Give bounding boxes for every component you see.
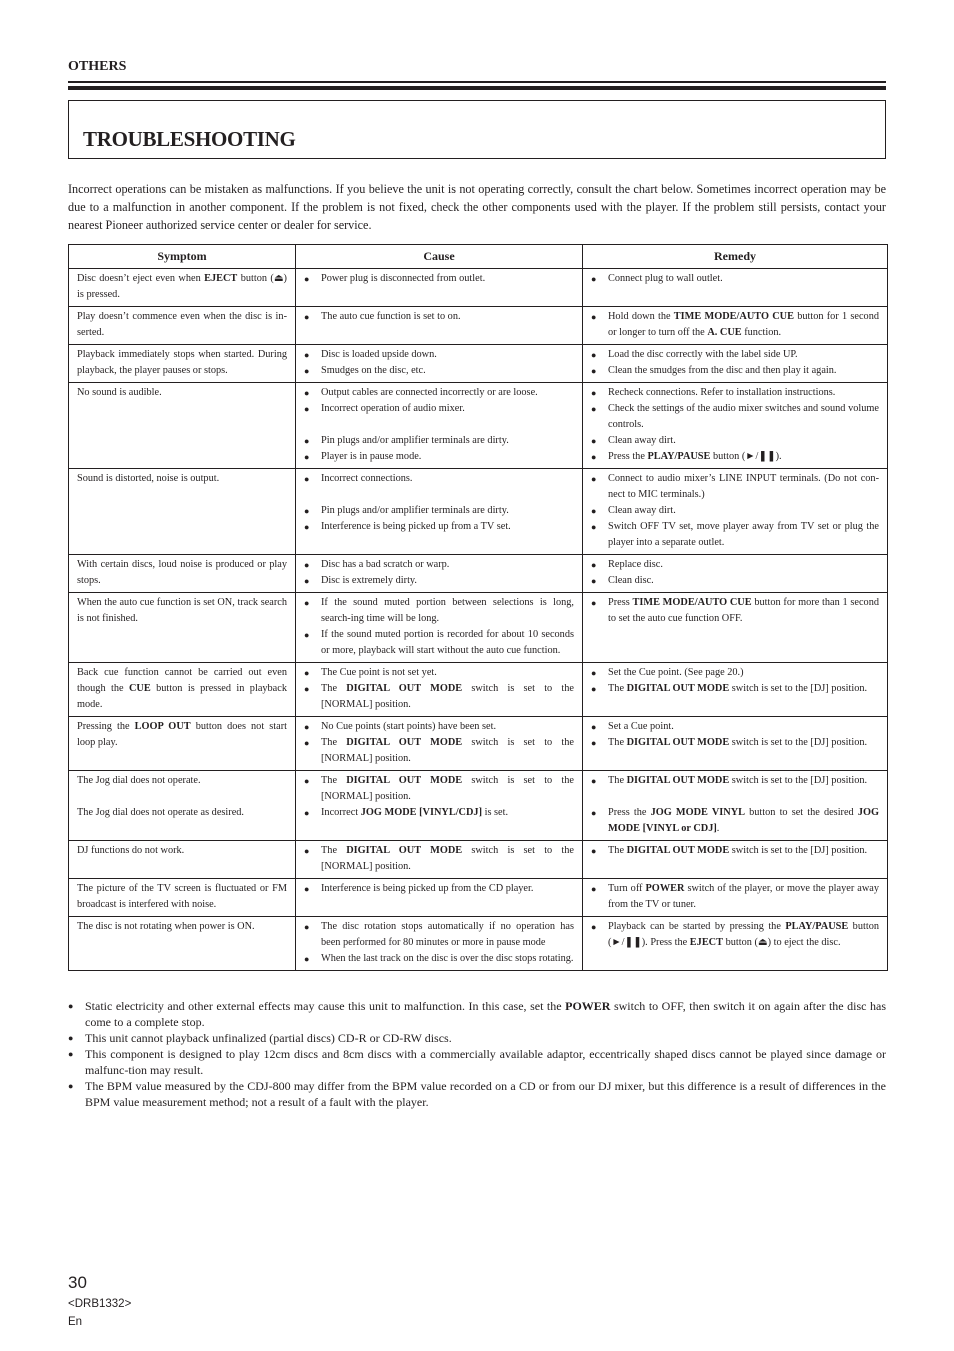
symptom-cell: Back cue function cannot be carried out even though the CUE button is pressed in playback mode.	[69, 663, 296, 717]
cause-cell	[296, 555, 583, 593]
list-spacer	[304, 417, 574, 433]
remedy-item: ● Press TIME MODE/AUTO CUE button for more than 1 second to set the auto cue function OFF.	[591, 595, 879, 627]
top-rule-thin	[68, 81, 886, 83]
table-row	[69, 593, 888, 663]
cause-item: ● When the last track on the disc is over the disc stops rotating.	[304, 951, 574, 967]
cause-list	[304, 347, 574, 379]
table-row	[69, 307, 888, 345]
bold-term: DIGITAL OUT MODE	[346, 683, 463, 694]
remedy-list	[591, 719, 879, 751]
bold-term: PLAY/PAUSE	[647, 451, 711, 462]
cause-list	[304, 595, 574, 659]
cause-item: ● Player is in pause mode.	[304, 449, 574, 465]
cause-item: ● Incorrect JOG MODE [VINYL/CDJ] is set.	[304, 805, 574, 821]
cause-item: ● The DIGITAL OUT MODE switch is set to the [NORMAL] position.	[304, 773, 574, 805]
cause-list	[304, 919, 574, 967]
bold-term: JOG MODE [VINYL or CDJ]	[608, 807, 879, 834]
symptom-cell: Play doesn’t commence even when the disc is in-serted.	[69, 307, 296, 345]
symptom-cell: No sound is audible.	[69, 383, 296, 469]
symptom-cell: Sound is distorted, noise is output.	[69, 469, 296, 555]
cause-item: ● The DIGITAL OUT MODE switch is set to the [NORMAL] position.	[304, 735, 574, 767]
remedy-list	[591, 773, 879, 837]
cause-item: ● Incorrect operation of audio mixer.	[304, 401, 574, 417]
list-spacer	[304, 487, 574, 503]
section-heading: OTHERS	[68, 59, 127, 74]
troubleshooting-table	[68, 244, 888, 971]
cause-item: ● No Cue points (start points) have been set.	[304, 719, 574, 735]
symptom-cell: With certain discs, loud noise is produced or play stops.	[69, 555, 296, 593]
cause-item: ● Output cables are connected incorrectly or are loose.	[304, 385, 574, 401]
symptom-cell: Pressing the LOOP OUT button does not start loop play.	[69, 717, 296, 771]
bold-term: DIGITAL OUT MODE	[626, 845, 730, 856]
remedy-item: ● The DIGITAL OUT MODE switch is set to the [DJ] position.	[591, 843, 879, 859]
top-rule-thick	[68, 86, 886, 90]
header-remedy: Remedy	[583, 245, 888, 269]
remedy-item: ● Set the Cue point. (See page 20.)	[591, 665, 879, 681]
list-spacer	[591, 789, 879, 805]
cause-cell	[296, 307, 583, 345]
bold-term: CUE	[128, 683, 151, 694]
symptom-cell: Playback immediately stops when started. During playback, the player pauses or stops.	[69, 345, 296, 383]
remedy-cell	[583, 307, 888, 345]
cause-list	[304, 665, 574, 713]
symptom-cell: The disc is not rotating when power is ON.	[69, 917, 296, 971]
cause-item: ● The Cue point is not set yet.	[304, 665, 574, 681]
cause-cell	[296, 841, 583, 879]
remedy-item: ● Recheck connections. Refer to installation instructions.	[591, 385, 879, 401]
bold-term: JOG MODE VINYL	[650, 807, 746, 818]
bold-term: A. CUE	[707, 327, 742, 338]
remedy-cell	[583, 383, 888, 469]
table-row	[69, 841, 888, 879]
remedy-list	[591, 595, 879, 627]
cause-item: ● Pin plugs and/or amplifier terminals are dirty.	[304, 433, 574, 449]
remedy-list	[591, 271, 879, 287]
remedy-item: ● Set a Cue point.	[591, 719, 879, 735]
bold-term: DIGITAL OUT MODE	[626, 683, 730, 694]
remedy-item: ● The DIGITAL OUT MODE switch is set to the [DJ] position.	[591, 773, 879, 789]
cause-cell	[296, 663, 583, 717]
remedy-list	[591, 843, 879, 859]
remedy-item: ● Playback can be started by pressing the PLAY/PAUSE button (►/❚❚). Press the EJECT button (⏏) to eject the disc.	[591, 919, 879, 951]
remedy-item: ● Clean disc.	[591, 573, 879, 589]
cause-item: ● If the sound muted portion is recorded for about 10 seconds or more, playback will start without the auto cue function.	[304, 627, 574, 659]
cause-list	[304, 309, 574, 325]
header-cause: Cause	[296, 245, 583, 269]
cause-item: ● The auto cue function is set to on.	[304, 309, 574, 325]
remedy-cell	[583, 269, 888, 307]
bold-term: JOG MODE [VINYL/CDJ]	[360, 807, 483, 818]
bold-term: EJECT	[689, 937, 723, 948]
bold-term: PLAY/PAUSE	[785, 921, 849, 932]
notes-list	[68, 998, 886, 1110]
document-code: <DRB1332>	[68, 1298, 132, 1310]
page-number: 30	[68, 1273, 87, 1292]
table-row	[69, 269, 888, 307]
cause-cell	[296, 383, 583, 469]
bold-term: LOOP OUT	[134, 721, 191, 732]
bold-term: DIGITAL OUT MODE	[346, 775, 463, 786]
cause-list	[304, 557, 574, 589]
table-body	[69, 269, 888, 971]
remedy-item: ● Hold down the TIME MODE/AUTO CUE button for 1 second or longer to turn off the A. CUE function.	[591, 309, 879, 341]
bold-term: TIME MODE/AUTO CUE	[632, 597, 752, 608]
remedy-item: ● Check the settings of the audio mixer switches and sound volume controls.	[591, 401, 879, 433]
bold-term: DIGITAL OUT MODE	[346, 845, 463, 856]
cause-list	[304, 843, 574, 875]
symptom-cell: The picture of the TV screen is fluctuated or FM broadcast is interfered with noise.	[69, 879, 296, 917]
cause-item: ● Interference is being picked up from the CD player.	[304, 881, 574, 897]
table-row	[69, 663, 888, 717]
cause-cell	[296, 593, 583, 663]
remedy-item: ● Clean the smudges from the disc and then play it again.	[591, 363, 879, 379]
symptom-cell: When the auto cue function is set ON, track search is not finished.	[69, 593, 296, 663]
cause-item: ● Incorrect connections.	[304, 471, 574, 487]
table-row	[69, 917, 888, 971]
remedy-list	[591, 919, 879, 951]
remedy-item: ● Connect plug to wall outlet.	[591, 271, 879, 287]
remedy-cell	[583, 593, 888, 663]
cause-item: ● The disc rotation stops automatically if no operation has been performed for 80 minutes or more in pause mode	[304, 919, 574, 951]
cause-item: ● The DIGITAL OUT MODE switch is set to the [NORMAL] position.	[304, 681, 574, 713]
symptom-cell: Disc doesn’t eject even when EJECT button (⏏) is pressed.	[69, 269, 296, 307]
title-box	[68, 100, 886, 159]
cause-item: ● Smudges on the disc, etc.	[304, 363, 574, 379]
cause-item: ● The DIGITAL OUT MODE switch is set to the [NORMAL] position.	[304, 843, 574, 875]
remedy-cell	[583, 917, 888, 971]
remedy-item: ● The DIGITAL OUT MODE switch is set to the [DJ] position.	[591, 681, 879, 697]
remedy-list	[591, 385, 879, 465]
remedy-cell	[583, 663, 888, 717]
remedy-item: ● Clean away dirt.	[591, 433, 879, 449]
remedy-cell	[583, 717, 888, 771]
remedy-item: ● Turn off POWER switch of the player, or move the player away from the TV or tuner.	[591, 881, 879, 913]
bold-term: DIGITAL OUT MODE	[346, 737, 463, 748]
cause-list	[304, 385, 574, 465]
remedy-cell	[583, 469, 888, 555]
cause-item: ● Power plug is disconnected from outlet.	[304, 271, 574, 287]
remedy-list	[591, 557, 879, 589]
note-item: ● This unit cannot playback unfinalized (partial discs) CD-R or CD-RW discs.	[68, 1030, 886, 1046]
symptom-cell: The Jog dial does not operate. The Jog dial does not operate as desired.	[69, 771, 296, 841]
remedy-item: ● Press the PLAY/PAUSE button (►/❚❚).	[591, 449, 879, 465]
cause-item: ● Interference is being picked up from a TV set.	[304, 519, 574, 535]
cause-cell	[296, 879, 583, 917]
remedy-list	[591, 347, 879, 379]
table-row	[69, 469, 888, 555]
cause-cell	[296, 345, 583, 383]
bold-term: DIGITAL OUT MODE	[626, 737, 730, 748]
cause-cell	[296, 717, 583, 771]
remedy-list	[591, 309, 879, 341]
cause-cell	[296, 771, 583, 841]
symptom-cell: DJ functions do not work.	[69, 841, 296, 879]
cause-list	[304, 881, 574, 897]
cause-item: ● Disc has a bad scratch or warp.	[304, 557, 574, 573]
table-row	[69, 345, 888, 383]
cause-cell	[296, 469, 583, 555]
bold-term: DIGITAL OUT MODE	[626, 775, 730, 786]
remedy-item: ● Press the JOG MODE VINYL button to set the desired JOG MODE [VINYL or CDJ].	[591, 805, 879, 837]
remedy-list	[591, 665, 879, 697]
remedy-item: ● The DIGITAL OUT MODE switch is set to the [DJ] position.	[591, 735, 879, 751]
header-symptom: Symptom	[69, 245, 296, 269]
cause-cell	[296, 269, 583, 307]
bold-term: EJECT	[204, 273, 238, 284]
cause-item: ● Disc is extremely dirty.	[304, 573, 574, 589]
note-item: ● The BPM value measured by the CDJ-800 may differ from the BPM value recorded on a CD or from our DJ mixer, but this difference is a result of differences in the BPM value measurement method; not a result of a fault with the player.	[68, 1078, 886, 1110]
cause-cell	[296, 917, 583, 971]
remedy-item: ● Replace disc.	[591, 557, 879, 573]
cause-item: ● Disc is loaded upside down.	[304, 347, 574, 363]
page-title: TROUBLESHOOTING	[83, 127, 296, 151]
bold-term: TIME MODE/AUTO CUE	[673, 311, 794, 322]
cause-list	[304, 719, 574, 767]
note-item: ● Static electricity and other external effects may cause this unit to malfunction. In this case, set the POWER switch to OFF, then switch it on again after the disc has come to a complete stop.	[68, 998, 886, 1030]
cause-item: ● Pin plugs and/or amplifier terminals are dirty.	[304, 503, 574, 519]
table-row	[69, 555, 888, 593]
intro-paragraph: Incorrect operations can be mistaken as malfunctions. If you believe the unit is not operating correctly, consult the chart below. Sometimes incorrect operation may be due to a malfunction in another component. If the problem is not fixed, check the other components used with the player. If the problem still persists, contact your nearest Pioneer authorized service center or dealer for service.	[68, 182, 886, 232]
cause-list	[304, 773, 574, 821]
bold-term: POWER	[565, 999, 611, 1013]
remedy-cell	[583, 345, 888, 383]
remedy-cell	[583, 771, 888, 841]
note-item: ● This component is designed to play 12cm discs and 8cm discs with a commercially available adaptor, eccentrically shaped discs cannot be played since damage or malfunc-tion may result.	[68, 1046, 886, 1078]
cause-list	[304, 271, 574, 287]
remedy-cell	[583, 555, 888, 593]
table-row	[69, 717, 888, 771]
cause-item: ● If the sound muted portion between selections is long, search-ing time will be long.	[304, 595, 574, 627]
remedy-item: ● Load the disc correctly with the label side UP.	[591, 347, 879, 363]
remedy-item: ● Switch OFF TV set, move player away from TV set or plug the player into a separate outlet.	[591, 519, 879, 551]
language-code: En	[68, 1316, 83, 1328]
table-row	[69, 383, 888, 469]
remedy-item: ● Clean away dirt.	[591, 503, 879, 519]
remedy-cell	[583, 841, 888, 879]
bold-term: POWER	[645, 883, 685, 894]
table-header-row	[69, 245, 888, 269]
remedy-item: ● Connect to audio mixer’s LINE INPUT terminals. (Do not con-nect to MIC terminals.)	[591, 471, 879, 503]
table-row	[69, 879, 888, 917]
remedy-cell	[583, 879, 888, 917]
remedy-list	[591, 471, 879, 551]
remedy-list	[591, 881, 879, 913]
table-row	[69, 771, 888, 841]
cause-list	[304, 471, 574, 535]
